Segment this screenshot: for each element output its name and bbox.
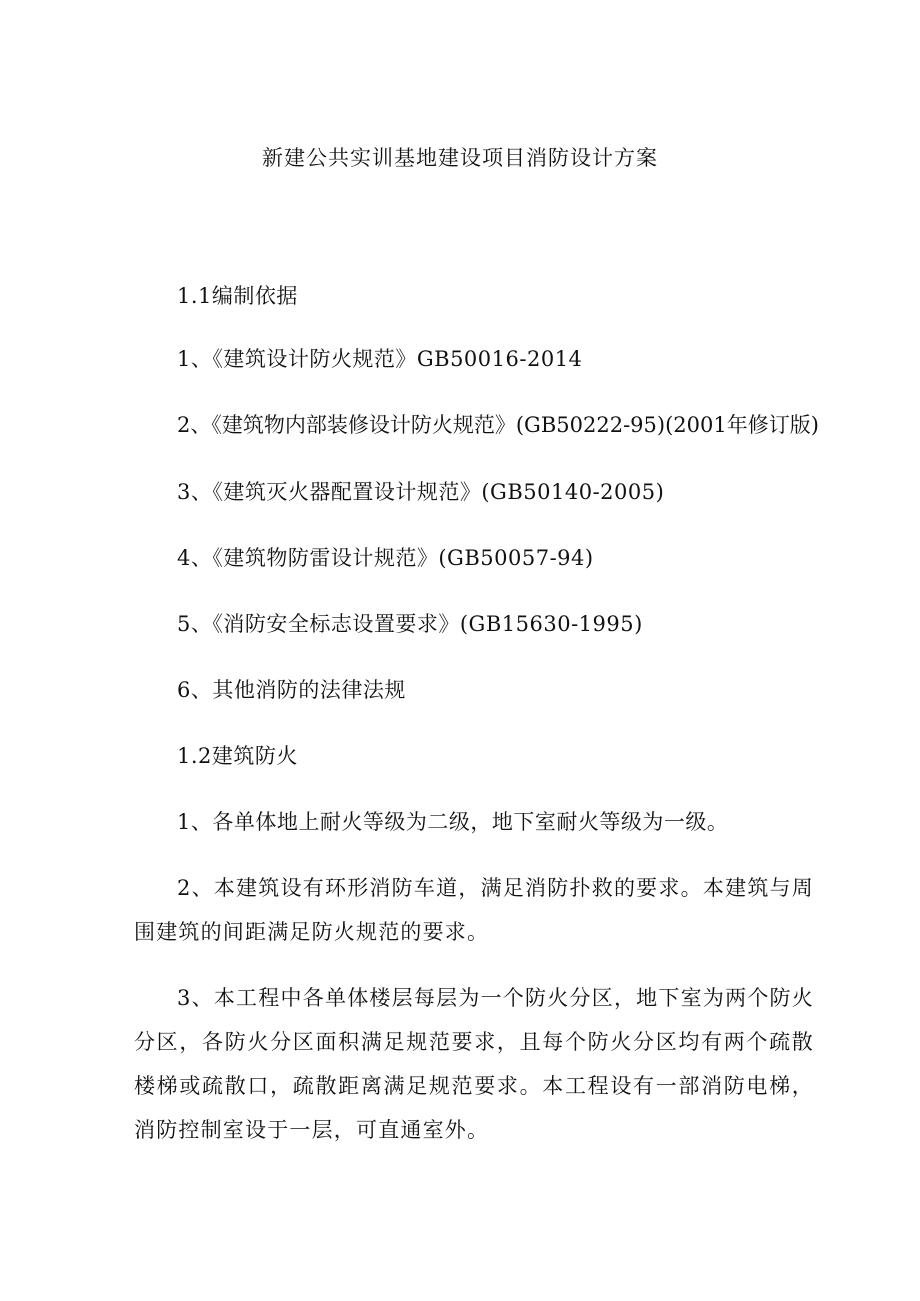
paragraph: 2、本建筑设有环形消防车道，满足消防扑救的要求。本建筑与周围建筑的间距满足防火规范的要求。 — [134, 876, 814, 944]
list-item: 1、《建筑设计防火规范》GB50016-2014 — [177, 347, 583, 371]
section-heading-compilation-basis: 1.1编制依据 — [177, 284, 298, 308]
list-item: 6、其他消防的法律法规 — [177, 678, 406, 702]
list-item: 2、《建筑物内部装修设计防火规范》(GB50222-95)(2001年修订版) — [177, 413, 819, 437]
paragraph: 1、各单体地上耐火等级为二级，地下室耐火等级为一级。 — [177, 810, 729, 834]
list-item: 4、《建筑物防雷设计规范》(GB50057-94) — [177, 546, 594, 570]
list-item: 3、《建筑灭火器配置设计规范》(GB50140-2005) — [177, 480, 665, 504]
list-item: 5、《消防安全标志设置要求》(GB15630-1995) — [177, 612, 643, 636]
document-title: 新建公共实训基地建设项目消防设计方案 — [262, 146, 658, 170]
section-heading-building-fire-protection: 1.2建筑防火 — [177, 744, 298, 768]
paragraph: 3、本工程中各单体楼层每层为一个防火分区，地下室为两个防火分区，各防火分区面积满足规范要求，且每个防火分区均有两个疏散楼梯或疏散口，疏散距离满足规范要求。本工程设有一部消防电梯，消防控制室设于一层，可直通室外。 — [134, 986, 814, 1142]
